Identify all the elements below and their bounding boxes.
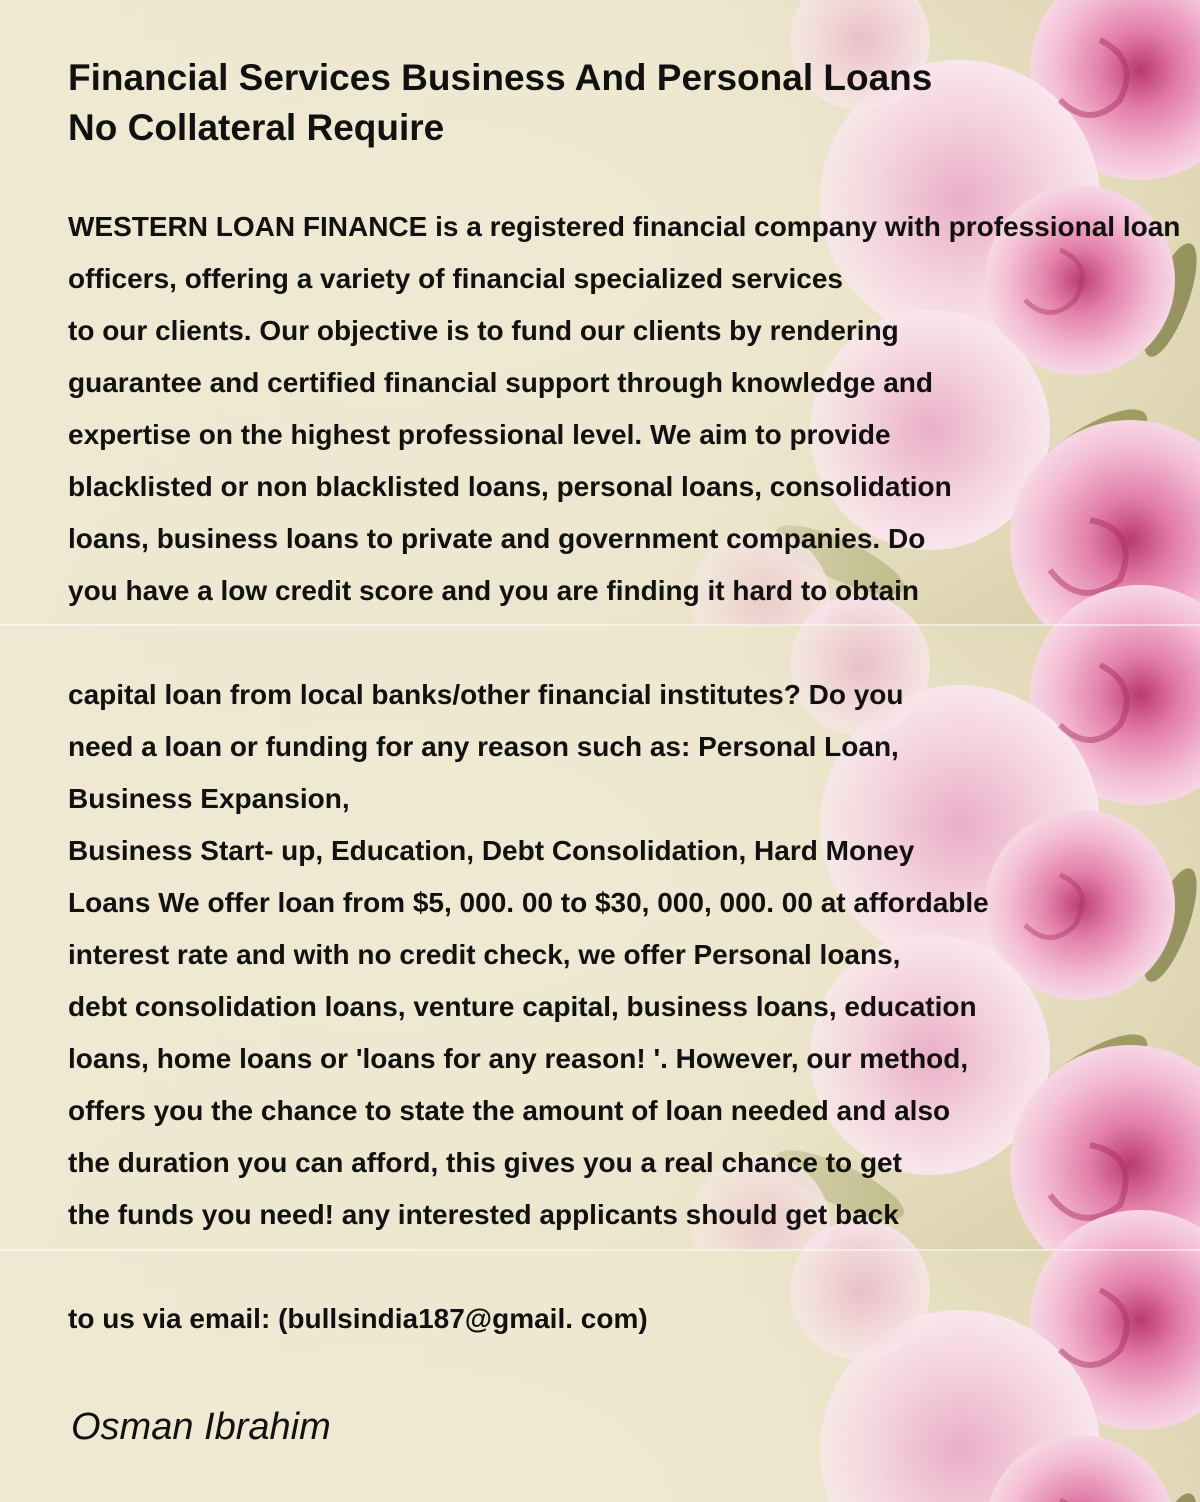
poem-line: to us via email: (bullsindia187@gmail. com): [68, 1303, 648, 1334]
poem-line: officers, offering a variety of financial specialized services: [68, 263, 843, 294]
poem-line: Business Expansion,: [68, 783, 350, 814]
poem-line: capital loan from local banks/other financial institutes? Do you: [68, 679, 904, 710]
poem-line: loans, business loans to private and government companies. Do: [68, 523, 926, 554]
poem-line: interest rate and with no credit check, we offer Personal loans,: [68, 939, 901, 970]
poem-line: you have a low credit score and you are finding it hard to obtain: [68, 575, 920, 606]
poem-line: WESTERN LOAN FINANCE is a registered financial company with professional loan: [68, 211, 1181, 242]
stanza-3: [68, 1293, 648, 1345]
poem-line: Business Start- up, Education, Debt Consolidation, Hard Money: [68, 835, 915, 866]
poem-line: guarantee and certified financial support through knowledge and: [68, 367, 933, 398]
poem-author: Osman Ibrahim: [71, 1406, 331, 1448]
poem-line: offers you the chance to state the amount of loan needed and also: [68, 1095, 951, 1126]
poem-title: [68, 53, 932, 153]
poem-line: debt consolidation loans, venture capital, business loans, education: [68, 991, 977, 1022]
title-line: No Collateral Require: [68, 107, 445, 148]
stanza-2: [68, 669, 989, 1241]
poem-line: Loans We offer loan from $5, 000. 00 to $30, 000, 000. 00 at affordable: [68, 887, 989, 918]
poem-line: loans, home loans or 'loans for any reason! '. However, our method,: [68, 1043, 969, 1074]
poem-line: need a loan or funding for any reason such as: Personal Loan,: [68, 731, 899, 762]
poem-line: blacklisted or non blacklisted loans, personal loans, consolidation: [68, 471, 952, 502]
stanza-1: [68, 201, 1180, 617]
title-line: Financial Services Business And Personal Loans: [68, 57, 933, 98]
poem-line: the duration you can afford, this gives you a real chance to get: [68, 1147, 902, 1178]
poem-line: expertise on the highest professional level. We aim to provide: [68, 419, 891, 450]
poem-line: to our clients. Our objective is to fund our clients by rendering: [68, 315, 899, 346]
poem-line: the funds you need! any interested applicants should get back: [68, 1199, 899, 1230]
